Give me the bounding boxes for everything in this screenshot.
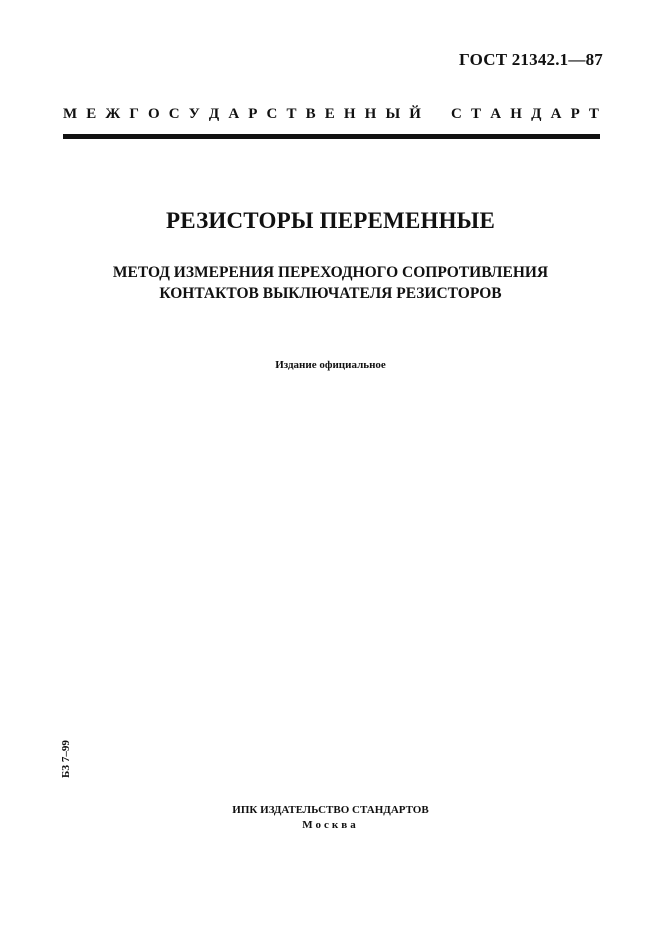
standard-type-word-standard-letter: Д <box>531 106 542 122</box>
standard-type-word-standard-letter: С <box>451 106 462 122</box>
standard-type-word-interstate-letter: С <box>266 106 278 122</box>
standard-type-word-interstate-letter: С <box>168 106 180 122</box>
standard-type-word-interstate-letter: М <box>63 106 78 122</box>
standard-type-word-interstate-letter: Р <box>248 106 258 122</box>
document-subtitle-line-2: КОНТАКТОВ ВЫКЛЮЧАТЕЛЯ РЕЗИСТОРОВ <box>159 285 502 302</box>
standard-type-word-interstate-letter: Й <box>409 106 421 122</box>
standard-type-word-interstate-letter: У <box>188 106 200 122</box>
standard-type-word-interstate-letter: Ж <box>105 106 121 122</box>
standard-type-word-standard-letter: А <box>490 106 502 122</box>
standard-type-word-interstate-letter: В <box>305 106 316 122</box>
standard-type-word-interstate-letter: Г <box>129 106 139 122</box>
standard-type-word-interstate-letter: Ы <box>385 106 401 122</box>
standard-type-word-interstate-letter: Е <box>324 106 335 122</box>
standard-type-word-interstate-letter: Е <box>86 106 97 122</box>
standard-type-word-standard-letter: Н <box>510 106 522 122</box>
standard-type-word-interstate-letter: Т <box>286 106 297 122</box>
standard-type-header <box>63 106 599 123</box>
standard-type-word-standard-letter: Т <box>588 106 599 122</box>
document-subtitle <box>0 262 661 304</box>
publisher-name: ИПК ИЗДАТЕЛЬСТВО СТАНДАРТОВ <box>232 804 429 816</box>
header-rule <box>63 134 600 139</box>
publisher-block <box>0 803 661 833</box>
standard-type-word-standard-letter: А <box>550 106 562 122</box>
standard-type-word-interstate-letter: Н <box>343 106 356 122</box>
standard-type-word-interstate-letter: О <box>148 106 160 122</box>
gost-number: ГОСТ 21342.1—87 <box>459 50 603 69</box>
publisher-city: Москва <box>302 819 359 831</box>
standard-type-word-standard-letter: Р <box>570 106 580 122</box>
standard-type-word-interstate-letter: А <box>228 106 240 122</box>
document-title: РЕЗИСТОРЫ ПЕРЕМЕННЫЕ <box>166 208 495 233</box>
side-code: БЗ 7–99 <box>60 740 72 778</box>
standard-type-word-standard <box>451 106 599 123</box>
standard-type-word-standard-letter: Т <box>471 106 482 122</box>
standard-type-word-interstate-letter: Д <box>208 106 220 122</box>
edition-note: Издание официальное <box>275 359 386 371</box>
standard-type-word-interstate <box>63 106 421 123</box>
document-subtitle-line-1: МЕТОД ИЗМЕРЕНИЯ ПЕРЕХОДНОГО СОПРОТИВЛЕНИЯ <box>112 264 549 281</box>
standard-type-word-interstate-letter: Н <box>364 106 377 122</box>
